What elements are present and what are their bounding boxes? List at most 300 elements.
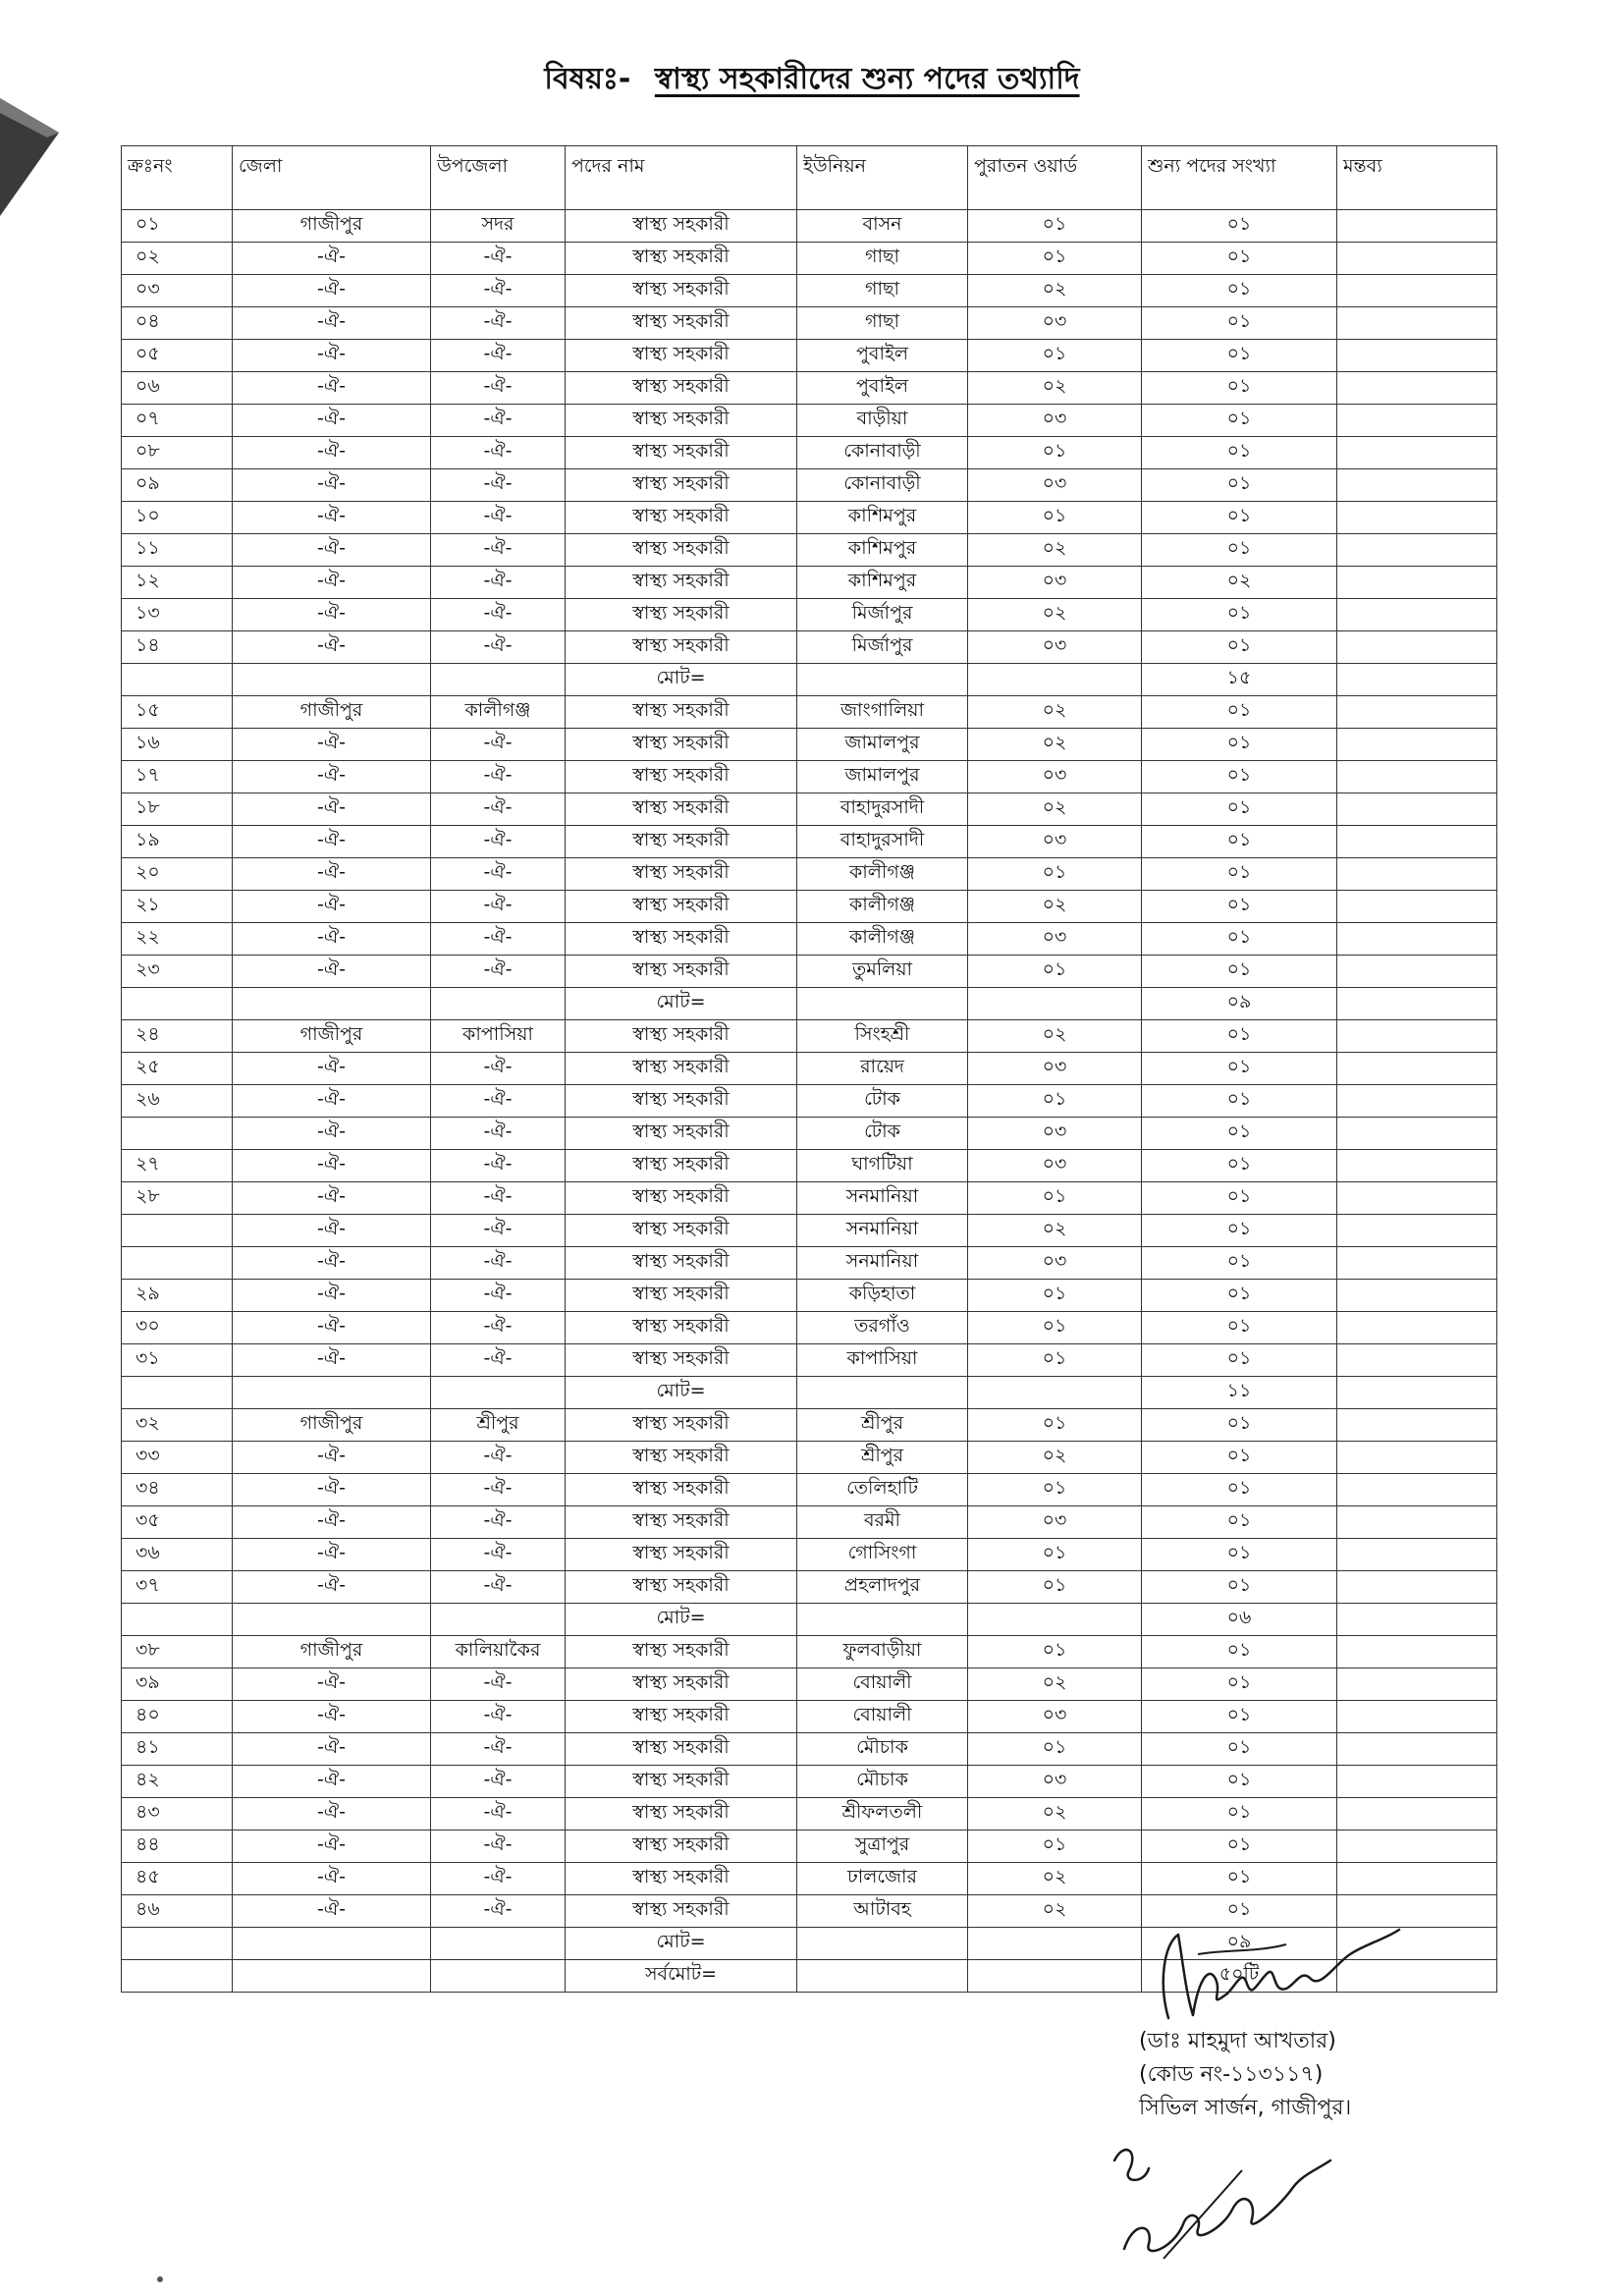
cell-serial: ৪০ (122, 1701, 233, 1733)
cell-old-ward: ০১ (968, 1636, 1142, 1668)
cell-zila: -ঐ- (233, 793, 431, 826)
cell-serial: ০৭ (122, 405, 233, 437)
cell-vacancy-count: ০১ (1142, 372, 1337, 405)
cell-old-ward: ০১ (968, 1280, 1142, 1312)
cell-vacancy-count: ১৫ (1142, 664, 1337, 696)
cell-upazila: -ঐ- (431, 1831, 566, 1863)
cell-upazila (431, 1377, 566, 1409)
header-old-ward: পুরাতন ওয়ার্ড (968, 146, 1142, 210)
cell-post-name: স্বাস্থ্য সহকারী (566, 534, 797, 567)
cell-remarks (1337, 988, 1497, 1020)
cell-union: বাসন (797, 210, 968, 243)
table-row (122, 1766, 1497, 1798)
cell-union: বোয়ালী (797, 1668, 968, 1701)
cell-union: ঢালজোর (797, 1863, 968, 1895)
cell-remarks (1337, 567, 1497, 599)
cell-zila: -ঐ- (233, 340, 431, 372)
cell-serial (122, 1960, 233, 1993)
cell-upazila: -ঐ- (431, 1312, 566, 1344)
cell-post-name: স্বাস্থ্য সহকারী (566, 1215, 797, 1247)
table-row (122, 1895, 1497, 1928)
cell-serial: ০৬ (122, 372, 233, 405)
cell-union: তুমলিয়া (797, 956, 968, 988)
table-row (122, 1863, 1497, 1895)
cell-post-name: স্বাস্থ্য সহকারী (566, 729, 797, 761)
cell-post-name: স্বাস্থ্য সহকারী (566, 1280, 797, 1312)
cell-union: কোনাবাড়ী (797, 437, 968, 469)
cell-old-ward: ০১ (968, 1539, 1142, 1571)
cell-vacancy-count: ০১ (1142, 891, 1337, 923)
cell-vacancy-count: ০৯ (1142, 1928, 1337, 1960)
cell-old-ward: ০৩ (968, 1053, 1142, 1085)
cell-serial: ১৮ (122, 793, 233, 826)
table-row (122, 1118, 1497, 1150)
cell-zila (233, 1604, 431, 1636)
cell-upazila: -ঐ- (431, 826, 566, 858)
cell-union: মির্জাপুর (797, 599, 968, 631)
signatory-designation: সিভিল সার্জন, গাজীপুর। (1139, 2096, 1352, 2120)
cell-vacancy-count: ০১ (1142, 437, 1337, 469)
cell-vacancy-count: ০১ (1142, 1085, 1337, 1118)
table-row (122, 1344, 1497, 1377)
table-row (122, 307, 1497, 340)
cell-upazila: -ঐ- (431, 1344, 566, 1377)
cell-remarks (1337, 891, 1497, 923)
cell-old-ward: ০১ (968, 502, 1142, 534)
cell-zila: -ঐ- (233, 1118, 431, 1150)
cell-zila: -ঐ- (233, 1831, 431, 1863)
cell-remarks (1337, 1604, 1497, 1636)
table-row (122, 1733, 1497, 1766)
cell-union: জামালপুর (797, 729, 968, 761)
cell-union: বরমী (797, 1506, 968, 1539)
cell-union: বাহাদুরসাদী (797, 793, 968, 826)
cell-remarks (1337, 858, 1497, 891)
cell-serial (122, 988, 233, 1020)
cell-vacancy-count: ০১ (1142, 405, 1337, 437)
cell-remarks (1337, 1506, 1497, 1539)
cell-old-ward: ০২ (968, 599, 1142, 631)
cell-vacancy-count: ০১ (1142, 923, 1337, 956)
cell-old-ward: ০১ (968, 1409, 1142, 1442)
cell-union: কাশিমপুর (797, 534, 968, 567)
cell-old-ward: ০২ (968, 729, 1142, 761)
cell-vacancy-count: ১১ (1142, 1377, 1337, 1409)
cell-vacancy-count: ০১ (1142, 1506, 1337, 1539)
cell-post-name: মোট= (566, 988, 797, 1020)
cell-upazila (431, 664, 566, 696)
cell-old-ward: ০১ (968, 340, 1142, 372)
total-row (122, 1377, 1497, 1409)
cell-upazila: -ঐ- (431, 307, 566, 340)
header-upazila: উপজেলা (431, 146, 566, 210)
cell-upazila: -ঐ- (431, 1053, 566, 1085)
cell-zila: -ঐ- (233, 437, 431, 469)
cell-zila: গাজীপুর (233, 696, 431, 729)
cell-remarks (1337, 1150, 1497, 1182)
cell-zila: -ঐ- (233, 1701, 431, 1733)
cell-upazila: -ঐ- (431, 1442, 566, 1474)
cell-old-ward: ০২ (968, 1798, 1142, 1831)
header-zila: জেলা (233, 146, 431, 210)
cell-serial: ৪৫ (122, 1863, 233, 1895)
cell-zila: গাজীপুর (233, 1020, 431, 1053)
cell-remarks (1337, 1701, 1497, 1733)
cell-old-ward (968, 1960, 1142, 1993)
cell-zila: -ঐ- (233, 761, 431, 793)
cell-zila: -ঐ- (233, 599, 431, 631)
cell-union: মির্জাপুর (797, 631, 968, 664)
cell-zila: -ঐ- (233, 1085, 431, 1118)
cell-post-name: স্বাস্থ্য সহকারী (566, 437, 797, 469)
document-title (0, 57, 1624, 102)
cell-vacancy-count: ০১ (1142, 1344, 1337, 1377)
cell-old-ward: ০৩ (968, 761, 1142, 793)
cell-serial: ০৫ (122, 340, 233, 372)
cell-union: মৌচাক (797, 1733, 968, 1766)
cell-union: বাড়ীয়া (797, 405, 968, 437)
cell-remarks (1337, 1247, 1497, 1280)
table-row (122, 1247, 1497, 1280)
cell-zila: -ঐ- (233, 1733, 431, 1766)
cell-union: গাছা (797, 275, 968, 307)
cell-post-name: স্বাস্থ্য সহকারী (566, 858, 797, 891)
cell-post-name: স্বাস্থ্য সহকারী (566, 1539, 797, 1571)
cell-post-name: স্বাস্থ্য সহকারী (566, 1150, 797, 1182)
cell-upazila: কালিয়াকৈর (431, 1636, 566, 1668)
cell-serial: ০৮ (122, 437, 233, 469)
cell-upazila: -ঐ- (431, 631, 566, 664)
table-row (122, 1150, 1497, 1182)
cell-vacancy-count: ০৬ (1142, 1604, 1337, 1636)
table-row (122, 567, 1497, 599)
cell-remarks (1337, 372, 1497, 405)
cell-union (797, 988, 968, 1020)
cell-vacancy-count: ০১ (1142, 1053, 1337, 1085)
cell-serial: ২৮ (122, 1182, 233, 1215)
cell-union: কাপাসিয়া (797, 1344, 968, 1377)
cell-remarks (1337, 1895, 1497, 1928)
cell-old-ward: ০৩ (968, 405, 1142, 437)
signatory-code: (কোড নং-১১৩১১৭) (1139, 2062, 1324, 2087)
cell-old-ward: ০৩ (968, 1701, 1142, 1733)
cell-union: টোক (797, 1085, 968, 1118)
cell-post-name: মোট= (566, 1604, 797, 1636)
cell-zila: -ঐ- (233, 469, 431, 502)
cell-remarks (1337, 696, 1497, 729)
cell-zila: -ঐ- (233, 1182, 431, 1215)
cell-zila: -ঐ- (233, 1442, 431, 1474)
cell-post-name: স্বাস্থ্য সহকারী (566, 1344, 797, 1377)
cell-serial: ১৬ (122, 729, 233, 761)
cell-remarks (1337, 599, 1497, 631)
cell-serial: ০১ (122, 210, 233, 243)
cell-remarks (1337, 1636, 1497, 1668)
cell-serial: ৪৩ (122, 1798, 233, 1831)
cell-upazila (431, 1928, 566, 1960)
cell-vacancy-count: ০১ (1142, 502, 1337, 534)
cell-upazila: -ঐ- (431, 567, 566, 599)
cell-remarks (1337, 631, 1497, 664)
table-row (122, 1571, 1497, 1604)
cell-upazila: -ঐ- (431, 1798, 566, 1831)
cell-serial: ২২ (122, 923, 233, 956)
cell-vacancy-count: ০১ (1142, 1280, 1337, 1312)
cell-old-ward: ০২ (968, 534, 1142, 567)
cell-old-ward: ০২ (968, 1215, 1142, 1247)
table-row (122, 599, 1497, 631)
table-row (122, 1474, 1497, 1506)
cell-union: কোনাবাড়ী (797, 469, 968, 502)
cell-vacancy-count: ০১ (1142, 956, 1337, 988)
cell-old-ward: ০২ (968, 1020, 1142, 1053)
cell-remarks (1337, 469, 1497, 502)
cell-zila: -ঐ- (233, 1053, 431, 1085)
cell-old-ward: ০১ (968, 1085, 1142, 1118)
cell-old-ward: ০১ (968, 1831, 1142, 1863)
cell-zila: -ঐ- (233, 1344, 431, 1377)
cell-serial: ৩৮ (122, 1636, 233, 1668)
header-vacancy-count: শুন্য পদের সংখ্যা (1142, 146, 1337, 210)
cell-zila: -ঐ- (233, 405, 431, 437)
table-row (122, 534, 1497, 567)
cell-vacancy-count: ০১ (1142, 469, 1337, 502)
cell-old-ward: ০৩ (968, 631, 1142, 664)
cell-zila: -ঐ- (233, 1668, 431, 1701)
cell-upazila: -ঐ- (431, 243, 566, 275)
cell-remarks (1337, 1668, 1497, 1701)
cell-post-name: স্বাস্থ্য সহকারী (566, 826, 797, 858)
cell-vacancy-count: ০১ (1142, 1312, 1337, 1344)
cell-old-ward: ০৩ (968, 307, 1142, 340)
cell-serial: ৪২ (122, 1766, 233, 1798)
cell-post-name: মোট= (566, 1928, 797, 1960)
cell-old-ward (968, 988, 1142, 1020)
cell-zila: -ঐ- (233, 502, 431, 534)
cell-remarks (1337, 1215, 1497, 1247)
cell-post-name: স্বাস্থ্য সহকারী (566, 1668, 797, 1701)
cell-union (797, 1928, 968, 1960)
cell-zila: -ঐ- (233, 1280, 431, 1312)
cell-vacancy-count: ০১ (1142, 275, 1337, 307)
table-row (122, 469, 1497, 502)
table-row (122, 793, 1497, 826)
cell-zila (233, 1377, 431, 1409)
cell-upazila: শ্রীপুর (431, 1409, 566, 1442)
cell-vacancy-count: ০১ (1142, 1182, 1337, 1215)
table-row (122, 1020, 1497, 1053)
cell-upazila (431, 1604, 566, 1636)
cell-union (797, 1960, 968, 1993)
cell-remarks (1337, 1053, 1497, 1085)
cell-serial: ৩১ (122, 1344, 233, 1377)
cell-union: সিংহশ্রী (797, 1020, 968, 1053)
cell-union: কড়িহাতা (797, 1280, 968, 1312)
cell-upazila: -ঐ- (431, 437, 566, 469)
cell-remarks (1337, 664, 1497, 696)
cell-upazila: -ঐ- (431, 761, 566, 793)
cell-post-name: স্বাস্থ্য সহকারী (566, 1118, 797, 1150)
cell-union: তেলিহাটি (797, 1474, 968, 1506)
cell-vacancy-count: ০১ (1142, 793, 1337, 826)
cell-vacancy-count: ০১ (1142, 1766, 1337, 1798)
cell-old-ward: ০১ (968, 1182, 1142, 1215)
cell-vacancy-count: ০১ (1142, 243, 1337, 275)
cell-union: কাশিমপুর (797, 567, 968, 599)
cell-post-name: স্বাস্থ্য সহকারী (566, 1474, 797, 1506)
cell-post-name: স্বাস্থ্য সহকারী (566, 1766, 797, 1798)
cell-zila: -ঐ- (233, 275, 431, 307)
cell-remarks (1337, 1798, 1497, 1831)
table-row (122, 437, 1497, 469)
cell-upazila: -ঐ- (431, 502, 566, 534)
table-row (122, 631, 1497, 664)
cell-upazila: সদর (431, 210, 566, 243)
cell-post-name: স্বাস্থ্য সহকারী (566, 1636, 797, 1668)
cell-remarks (1337, 1377, 1497, 1409)
cell-serial: ২১ (122, 891, 233, 923)
cell-serial: ৪৬ (122, 1895, 233, 1928)
table-row (122, 1280, 1497, 1312)
cell-vacancy-count: ০২ (1142, 567, 1337, 599)
table-row (122, 243, 1497, 275)
cell-vacancy-count: ০১ (1142, 1409, 1337, 1442)
table-row (122, 1053, 1497, 1085)
cell-vacancy-count: ০১ (1142, 1215, 1337, 1247)
cell-serial: ০৪ (122, 307, 233, 340)
cell-vacancy-count: ০১ (1142, 826, 1337, 858)
cell-old-ward: ০২ (968, 891, 1142, 923)
cell-union: প্রহলাদপুর (797, 1571, 968, 1604)
table-row (122, 923, 1497, 956)
cell-upazila: -ঐ- (431, 858, 566, 891)
cell-remarks (1337, 826, 1497, 858)
cell-serial: ৩৬ (122, 1539, 233, 1571)
cell-post-name: স্বাস্থ্য সহকারী (566, 1409, 797, 1442)
cell-vacancy-count: ০১ (1142, 1020, 1337, 1053)
cell-vacancy-count: ০১ (1142, 1831, 1337, 1863)
table-body (122, 210, 1497, 1993)
cell-zila: -ঐ- (233, 891, 431, 923)
cell-post-name: স্বাস্থ্য সহকারী (566, 1863, 797, 1895)
cell-upazila: -ঐ- (431, 1247, 566, 1280)
cell-serial: ৩৭ (122, 1571, 233, 1604)
cell-zila: গাজীপুর (233, 1636, 431, 1668)
cell-old-ward: ০২ (968, 275, 1142, 307)
cell-upazila: -ঐ- (431, 469, 566, 502)
cell-zila (233, 988, 431, 1020)
cell-upazila: -ঐ- (431, 1118, 566, 1150)
cell-union: শ্রীপুর (797, 1409, 968, 1442)
header-post-name: পদের নাম (566, 146, 797, 210)
table-header-row (122, 146, 1497, 210)
cell-upazila: -ঐ- (431, 1085, 566, 1118)
cell-remarks (1337, 1474, 1497, 1506)
cell-upazila (431, 1960, 566, 1993)
cell-vacancy-count: ০১ (1142, 631, 1337, 664)
cell-serial: ৩০ (122, 1312, 233, 1344)
cell-vacancy-count: ০১ (1142, 858, 1337, 891)
cell-union: কালীগঞ্জ (797, 891, 968, 923)
cell-zila: -ঐ- (233, 1247, 431, 1280)
cell-upazila: -ঐ- (431, 891, 566, 923)
header-serial: ক্রঃনং (122, 146, 233, 210)
cell-vacancy-count: ০১ (1142, 1571, 1337, 1604)
cell-old-ward: ০২ (968, 1442, 1142, 1474)
cell-serial: ২৪ (122, 1020, 233, 1053)
cell-upazila: -ঐ- (431, 1766, 566, 1798)
cell-vacancy-count: ০১ (1142, 1701, 1337, 1733)
cell-post-name: স্বাস্থ্য সহকারী (566, 469, 797, 502)
cell-union: শ্রীপুর (797, 1442, 968, 1474)
cell-post-name: স্বাস্থ্য সহকারী (566, 891, 797, 923)
cell-old-ward: ০২ (968, 1668, 1142, 1701)
cell-remarks (1337, 1831, 1497, 1863)
cell-vacancy-count: ০১ (1142, 729, 1337, 761)
cell-old-ward: ০৩ (968, 567, 1142, 599)
cell-old-ward: ০২ (968, 1895, 1142, 1928)
cell-zila: -ঐ- (233, 826, 431, 858)
cell-post-name: স্বাস্থ্য সহকারী (566, 502, 797, 534)
cell-vacancy-count: ০১ (1142, 1539, 1337, 1571)
cell-old-ward (968, 1377, 1142, 1409)
cell-vacancy-count: ০১ (1142, 1636, 1337, 1668)
cell-old-ward: ০৩ (968, 1506, 1142, 1539)
cell-zila: গাজীপুর (233, 210, 431, 243)
cell-remarks (1337, 1118, 1497, 1150)
cell-upazila: -ঐ- (431, 599, 566, 631)
cell-old-ward: ০৩ (968, 1118, 1142, 1150)
cell-union (797, 1604, 968, 1636)
cell-remarks (1337, 243, 1497, 275)
cell-remarks (1337, 1442, 1497, 1474)
cell-upazila: -ঐ- (431, 1733, 566, 1766)
signatory-name: (ডাঃ মাহমুদা আখতার) (1139, 2029, 1336, 2053)
cell-zila: -ঐ- (233, 243, 431, 275)
cell-vacancy-count: ০১ (1142, 1474, 1337, 1506)
cell-serial (122, 1118, 233, 1150)
cell-zila: -ঐ- (233, 729, 431, 761)
cell-serial (122, 1928, 233, 1960)
cell-vacancy-count: ০১ (1142, 340, 1337, 372)
cell-post-name: স্বাস্থ্য সহকারী (566, 956, 797, 988)
cell-upazila: -ঐ- (431, 372, 566, 405)
cell-union: জামালপুর (797, 761, 968, 793)
cell-upazila: -ঐ- (431, 1895, 566, 1928)
cell-union: রায়েদ (797, 1053, 968, 1085)
cell-upazila: -ঐ- (431, 1701, 566, 1733)
table-row (122, 1085, 1497, 1118)
cell-vacancy-count: ০১ (1142, 599, 1337, 631)
cell-zila: -ঐ- (233, 1895, 431, 1928)
cell-serial: ১৪ (122, 631, 233, 664)
table-row (122, 1409, 1497, 1442)
cell-remarks (1337, 1863, 1497, 1895)
cell-post-name: স্বাস্থ্য সহকারী (566, 340, 797, 372)
table-row (122, 1701, 1497, 1733)
cell-upazila: -ঐ- (431, 956, 566, 988)
table-row (122, 891, 1497, 923)
cell-old-ward: ০২ (968, 1863, 1142, 1895)
cell-remarks (1337, 1085, 1497, 1118)
cell-zila: -ঐ- (233, 1506, 431, 1539)
cell-vacancy-count: ০১ (1142, 1150, 1337, 1182)
cell-union: টোক (797, 1118, 968, 1150)
cell-old-ward: ০১ (968, 956, 1142, 988)
cell-remarks (1337, 210, 1497, 243)
cell-union: জাংগালিয়া (797, 696, 968, 729)
cell-serial: ১৫ (122, 696, 233, 729)
